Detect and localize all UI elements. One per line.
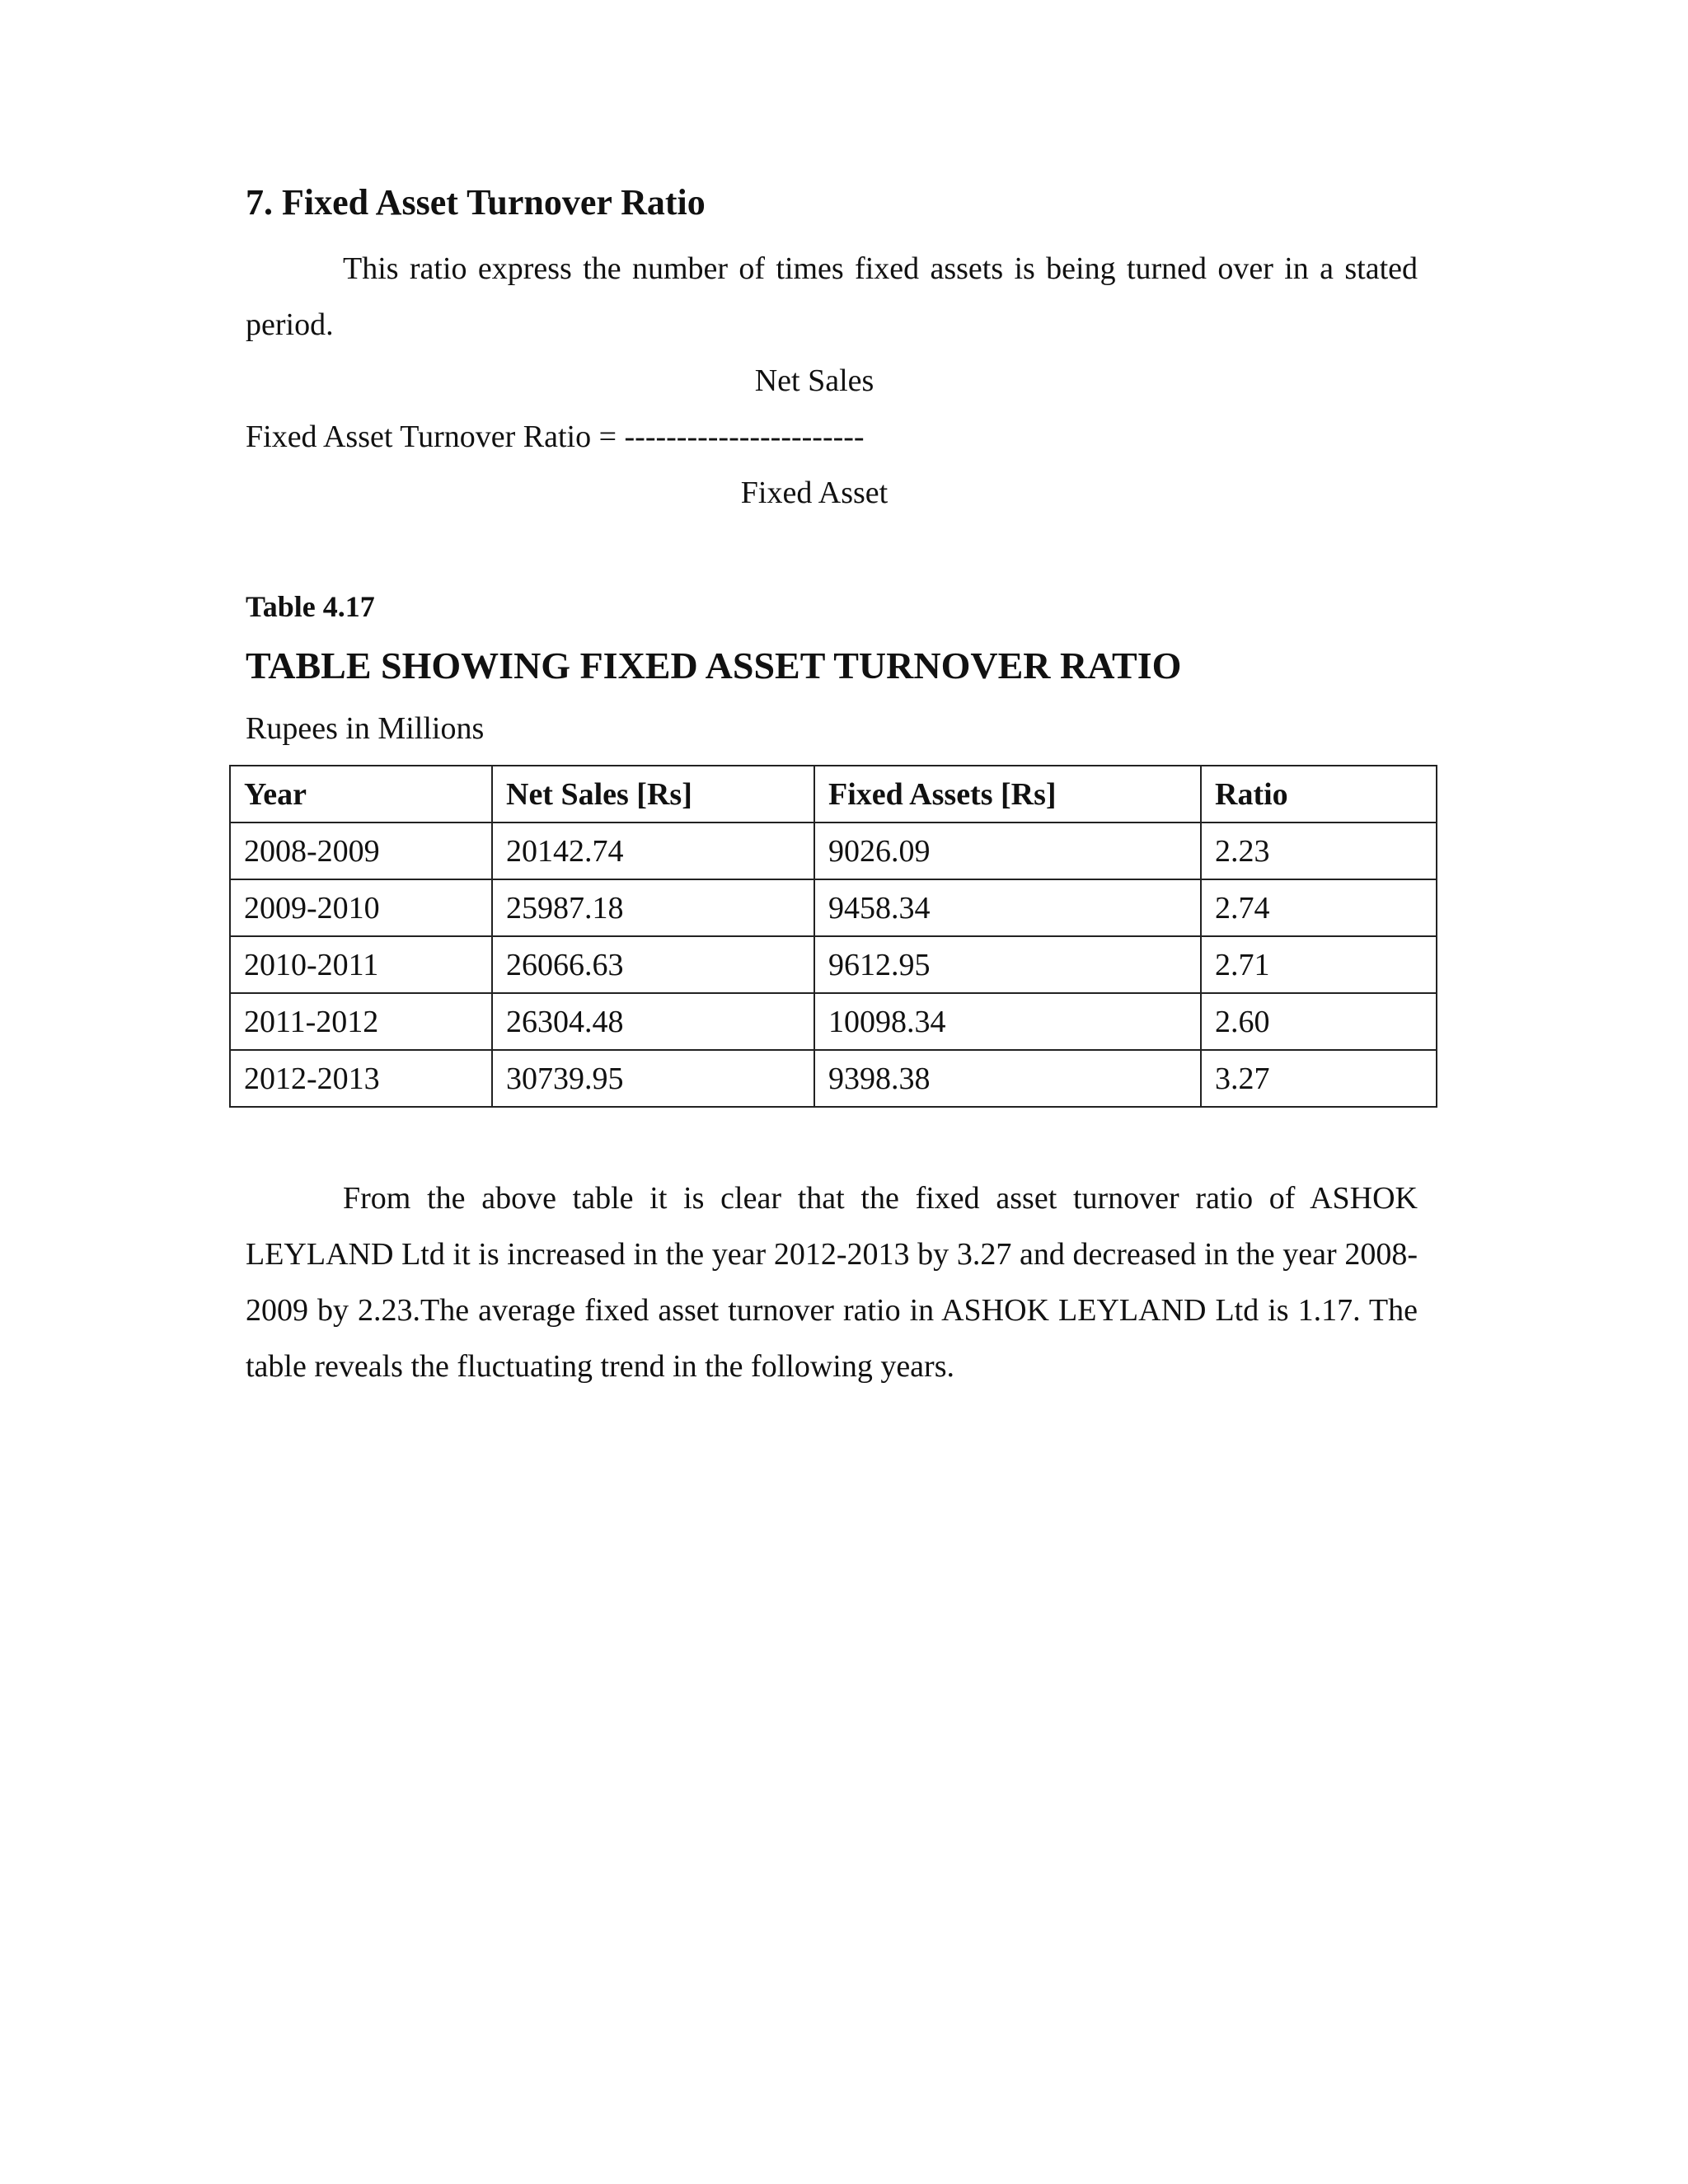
intro-paragraph (246, 241, 1418, 353)
cell-ratio: 2.23 (1201, 823, 1437, 879)
header-year: Year (230, 766, 492, 823)
cell-year: 2009-2010 (230, 879, 492, 936)
cell-net-sales: 26304.48 (492, 993, 814, 1050)
table-number: Table 4.17 (246, 590, 375, 623)
table-header-row (230, 766, 1437, 823)
conclusion-paragraph (246, 1170, 1418, 1394)
cell-net-sales: 30739.95 (492, 1050, 814, 1107)
table-row (230, 823, 1437, 879)
cell-fixed-assets: 9612.95 (814, 936, 1201, 993)
header-fixed-assets: Fixed Assets [Rs] (814, 766, 1201, 823)
header-ratio: Ratio (1201, 766, 1437, 823)
cell-net-sales: 26066.63 (492, 936, 814, 993)
cell-fixed-assets: 9026.09 (814, 823, 1201, 879)
cell-year: 2012-2013 (230, 1050, 492, 1107)
table-title: TABLE SHOWING FIXED ASSET TURNOVER RATIO (246, 644, 1182, 687)
table-unit: Rupees in Millions (246, 711, 485, 746)
conclusion-text: From the above table it is clear that the fixed asset turnover ratio of ASHOK LEYLAND Ltd it is increased in the year 2012-2013 by 3.27 and decreased in the year 2008-2009 by 2.23.The average fixed asset turnover ratio in ASHOK LEYLAND Ltd is 1.17. The table reveals the fluctuating trend in the following years. (246, 1181, 1418, 1384)
cell-fixed-assets: 9398.38 (814, 1050, 1201, 1107)
formula-lhs: Fixed Asset Turnover Ratio = ----------------------- (246, 419, 865, 454)
cell-year: 2011-2012 (230, 993, 492, 1050)
cell-year: 2010-2011 (230, 936, 492, 993)
ratio-table (229, 765, 1437, 1108)
header-net-sales: Net Sales [Rs] (492, 766, 814, 823)
cell-fixed-assets: 9458.34 (814, 879, 1201, 936)
formula-numerator: Net Sales (754, 363, 874, 398)
cell-year: 2008-2009 (230, 823, 492, 879)
formula-denominator: Fixed Asset (740, 476, 889, 510)
table-row (230, 993, 1437, 1050)
cell-fixed-assets: 10098.34 (814, 993, 1201, 1050)
table-row (230, 936, 1437, 993)
intro-text: This ratio express the number of times fixed assets is being turned over in a stated period. (246, 251, 1418, 342)
cell-net-sales: 25987.18 (492, 879, 814, 936)
section-title: 7. Fixed Asset Turnover Ratio (246, 182, 706, 223)
cell-ratio: 3.27 (1201, 1050, 1437, 1107)
cell-ratio: 2.74 (1201, 879, 1437, 936)
cell-ratio: 2.60 (1201, 993, 1437, 1050)
table-row (230, 1050, 1437, 1107)
cell-net-sales: 20142.74 (492, 823, 814, 879)
cell-ratio: 2.71 (1201, 936, 1437, 993)
table-row (230, 879, 1437, 936)
